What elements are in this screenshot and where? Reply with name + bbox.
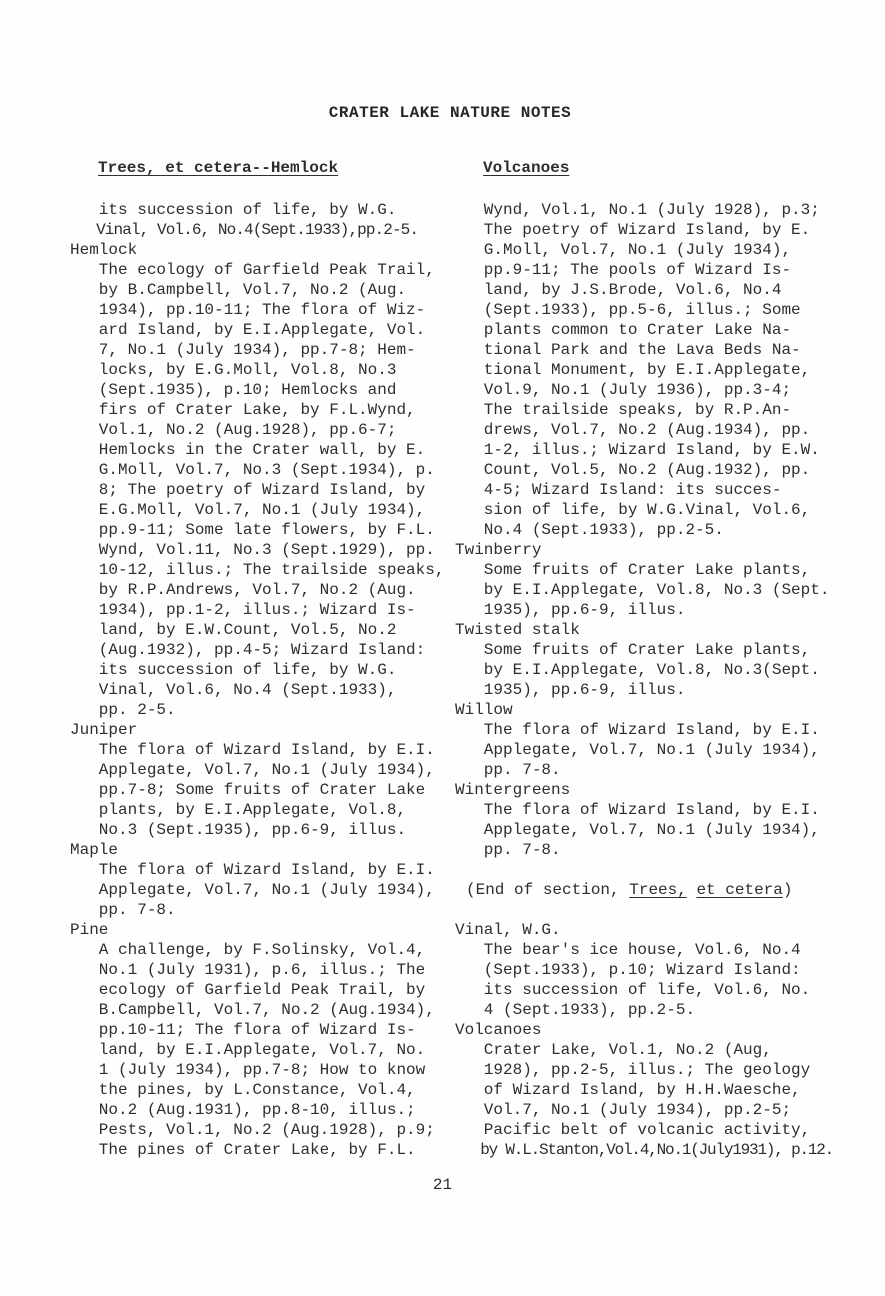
end-note-underlined-et-cetera: et cetera — [696, 881, 783, 899]
text-line: 1934), pp.10-11; The flora of Wiz- — [70, 301, 426, 319]
text-line: G.Moll, Vol.7, No.1 (July 1934), — [455, 241, 792, 259]
text-line: Applegate, Vol.7, No.1 (July 1934), — [70, 761, 435, 779]
text-line: The flora of Wizard Island, by E.I. — [455, 801, 820, 819]
end-note-suffix: ) — [782, 881, 793, 899]
text-line: 1-2, illus.; Wizard Island, by E.W. — [455, 441, 820, 459]
text-line: (Aug.1932), pp.4-5; Wizard Island: — [70, 641, 426, 659]
text-line: Applegate, Vol.7, No.1 (July 1934), — [70, 881, 435, 899]
text-line: Some fruits of Crater Lake plants, — [455, 561, 811, 579]
text-line: 1934), pp.1-2, illus.; Wizard Is- — [70, 601, 416, 619]
text-line: The flora of Wizard Island, by E.I. — [70, 861, 435, 879]
text-line: The flora of Wizard Island, by E.I. — [455, 721, 820, 739]
text-line: Pine — [70, 921, 109, 939]
text-line: Applegate, Vol.7, No.1 (July 1934), — [455, 741, 820, 759]
text-line: 1935), pp.6-9, illus. — [455, 601, 686, 619]
text-line: pp. 7-8. — [455, 841, 561, 859]
right-column-header — [483, 158, 885, 178]
text-line: G.Moll, Vol.7, No.3 (Sept.1934), p. — [70, 461, 435, 479]
left-column-header-text: Trees, et cetera--Hemlock — [98, 159, 339, 177]
text-line: A challenge, by F.Solinsky, Vol.4, — [70, 941, 426, 959]
text-line: Vol.9, No.1 (July 1936), pp.3-4; — [455, 381, 792, 399]
text-line: E.G.Moll, Vol.7, No.1 (July 1934), — [70, 501, 426, 519]
text-line: Vinal, Vol.6, No.4(Sept.1933),pp.2-5. — [70, 221, 419, 239]
text-line: tional Monument, by E.I.Applegate, — [455, 361, 811, 379]
right-column-entries-lower — [455, 920, 885, 1160]
text-line: sion of life, by W.G.Vinal, Vol.6, — [455, 501, 811, 519]
text-line: by R.P.Andrews, Vol.7, No.2 (Aug. — [70, 581, 416, 599]
text-line: No.4 (Sept.1933), pp.2-5. — [455, 521, 724, 539]
text-line: firs of Crater Lake, by F.L.Wynd, — [70, 401, 416, 419]
text-line: (Sept.1933), p.10; Wizard Island: — [455, 961, 801, 979]
text-line: The pines of Crater Lake, by F.L. — [70, 1141, 416, 1159]
text-line: ecology of Garfield Peak Trail, by — [70, 981, 426, 999]
text-line: (Sept.1935), p.10; Hemlocks and — [70, 381, 397, 399]
text-line: pp.9-11; The pools of Wizard Is- — [455, 261, 792, 279]
right-column-entries-upper — [455, 200, 885, 860]
text-line: Count, Vol.5, No.2 (Aug.1932), pp. — [455, 461, 811, 479]
text-line: by E.I.Applegate, Vol.8, No.3 (Sept. — [455, 581, 830, 599]
text-line: by W.L.Stanton,Vol.4,No.1(July1931), p.12. — [455, 1141, 834, 1159]
text-line: Wintergreens — [455, 781, 571, 799]
left-column-header — [98, 158, 455, 178]
text-line: of Wizard Island, by H.H.Waesche, — [455, 1081, 801, 1099]
right-column — [455, 158, 885, 1160]
left-column-entries — [70, 200, 455, 1160]
text-line: land, by J.S.Brode, Vol.6, No.4 — [455, 281, 782, 299]
text-line: No.2 (Aug.1931), pp.8-10, illus.; — [70, 1101, 416, 1119]
text-line: 1935), pp.6-9, illus. — [455, 681, 686, 699]
text-line: Vinal, Vol.6, No.4 (Sept.1933), — [70, 681, 397, 699]
text-line: Pests, Vol.1, No.2 (Aug.1928), p.9; — [70, 1121, 435, 1139]
text-line: pp.7-8; Some fruits of Crater Lake — [70, 781, 426, 799]
text-line: B.Campbell, Vol.7, No.2 (Aug.1934), — [70, 1001, 435, 1019]
text-line: its succession of life, by W.G. — [70, 661, 397, 679]
text-line: 4 (Sept.1933), pp.2-5. — [455, 1001, 696, 1019]
right-column-header-text: Volcanoes — [483, 159, 570, 177]
text-line: 1928), pp.2-5, illus.; The geology — [455, 1061, 811, 1079]
text-line: land, by E.W.Count, Vol.5, No.2 — [70, 621, 397, 639]
text-line: 10-12, illus.; The trailside speaks, — [70, 561, 445, 579]
document-title: CRATER LAKE NATURE NOTES — [328, 104, 572, 122]
text-line: Wynd, Vol.1, No.1 (July 1928), p.3; — [455, 201, 820, 219]
text-line: Applegate, Vol.7, No.1 (July 1934), — [455, 821, 820, 839]
text-line: pp.9-11; Some late flowers, by F.L. — [70, 521, 435, 539]
text-line: locks, by E.G.Moll, Vol.8, No.3 — [70, 361, 397, 379]
text-line: the pines, by L.Constance, Vol.4, — [70, 1081, 416, 1099]
text-line: tional Park and the Lava Beds Na- — [455, 341, 801, 359]
text-line: pp. 2-5. — [70, 701, 176, 719]
text-line: The bear's ice house, Vol.6, No.4 — [455, 941, 801, 959]
text-line: 1 (July 1934), pp.7-8; How to know — [70, 1061, 426, 1079]
text-line: Twisted stalk — [455, 621, 580, 639]
text-line: Vinal, W.G. — [455, 921, 561, 939]
text-line: plants, by E.I.Applegate, Vol.8, — [70, 801, 407, 819]
end-of-section-note — [466, 880, 885, 900]
text-line: drews, Vol.7, No.2 (Aug.1934), pp. — [455, 421, 811, 439]
text-line: Hemlocks in the Crater wall, by E. — [70, 441, 426, 459]
text-line: 7, No.1 (July 1934), pp.7-8; Hem- — [70, 341, 416, 359]
text-line: Vol.1, No.2 (Aug.1928), pp.6-7; — [70, 421, 397, 439]
text-line: 8; The poetry of Wizard Island, by — [70, 481, 426, 499]
text-line: Pacific belt of volcanic activity, — [455, 1121, 811, 1139]
text-line: ard Island, by E.I.Applegate, Vol. — [70, 321, 426, 339]
text-line: pp. 7-8. — [70, 901, 176, 919]
text-line: by B.Campbell, Vol.7, No.2 (Aug. — [70, 281, 407, 299]
text-line: Willow — [455, 701, 513, 719]
text-line: No.1 (July 1931), p.6, illus.; The — [70, 961, 426, 979]
end-note-space — [687, 881, 697, 899]
text-line: land, by E.I.Applegate, Vol.7, No. — [70, 1041, 426, 1059]
text-line: its succession of life, by W.G. — [70, 201, 397, 219]
end-note-underlined-trees: Trees, — [629, 881, 687, 899]
text-line: Juniper — [70, 721, 138, 739]
left-column — [70, 158, 455, 1160]
text-line: The poetry of Wizard Island, by E. — [455, 221, 811, 239]
end-note-prefix: (End of section, — [466, 881, 630, 899]
text-line: 4-5; Wizard Island: its succes- — [455, 481, 782, 499]
text-line: The trailside speaks, by R.P.An- — [455, 401, 792, 419]
text-line: Maple — [70, 841, 119, 859]
text-line: pp. 7-8. — [455, 761, 561, 779]
text-line: its succession of life, Vol.6, No. — [455, 981, 811, 999]
text-line: No.3 (Sept.1935), pp.6-9, illus. — [70, 821, 407, 839]
text-line: Crater Lake, Vol.1, No.2 (Aug, — [455, 1041, 772, 1059]
text-line: Vol.7, No.1 (July 1934), pp.2-5; — [455, 1101, 792, 1119]
text-line: Some fruits of Crater Lake plants, — [455, 641, 811, 659]
text-line: Twinberry — [455, 541, 542, 559]
text-line: plants common to Crater Lake Na- — [455, 321, 792, 339]
text-line: Wynd, Vol.11, No.3 (Sept.1929), pp. — [70, 541, 435, 559]
text-line: Hemlock — [70, 241, 138, 259]
text-line: Volcanoes — [455, 1021, 542, 1039]
text-line: pp.10-11; The flora of Wizard Is- — [70, 1021, 416, 1039]
text-line: by E.I.Applegate, Vol.8, No.3(Sept. — [455, 661, 820, 679]
text-line: (Sept.1933), pp.5-6, illus.; Some — [455, 301, 801, 319]
text-line: The flora of Wizard Island, by E.I. — [70, 741, 435, 759]
page-number: 21 — [432, 1176, 453, 1194]
text-line: The ecology of Garfield Peak Trail, — [70, 261, 435, 279]
